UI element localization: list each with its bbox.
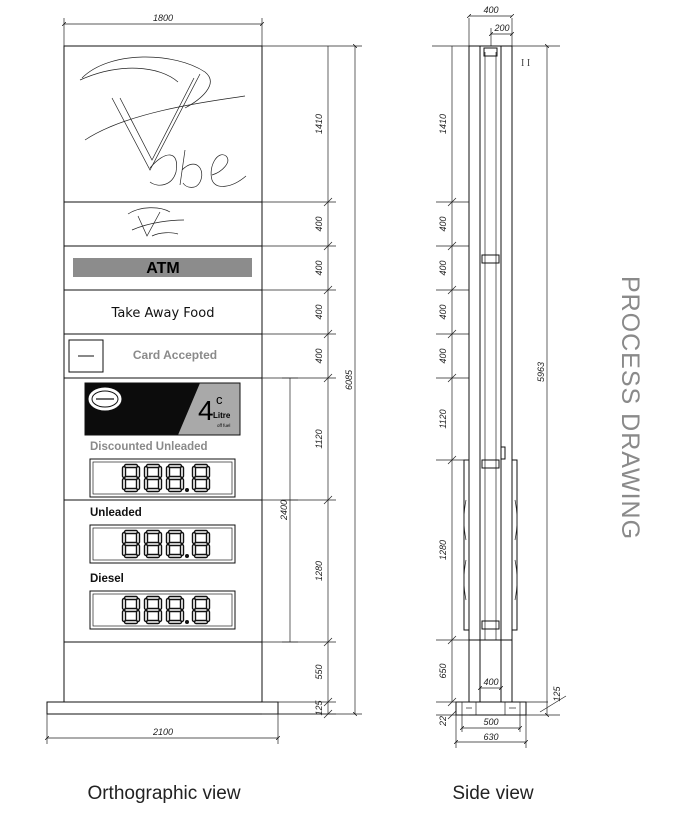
side-base-width-400: 400 — [483, 677, 499, 687]
side-height-label: 1120 — [438, 409, 448, 429]
side-height-label: 400 — [438, 216, 448, 232]
side-total-height-label: 5963 — [536, 361, 546, 383]
fuel-name-label: Diesel — [90, 573, 124, 585]
price-display-box — [90, 591, 235, 629]
front-height-dimensions — [262, 46, 362, 718]
side-base-width-500: 500 — [483, 717, 499, 727]
side-top-width-200: 200 — [494, 23, 510, 33]
front-height-label: 400 — [314, 216, 324, 232]
sign-base — [47, 702, 278, 714]
discount-big-number: 4 — [198, 395, 214, 426]
front-height-label: 1410 — [314, 113, 324, 135]
side-base-width-630: 630 — [483, 732, 499, 742]
side-base-plate — [456, 702, 526, 715]
price-display-digits — [123, 531, 210, 559]
takeaway-label: Take Away Food — [111, 306, 215, 321]
front-height-label: 400 — [314, 348, 324, 364]
front-view-caption: Orthographic view — [87, 783, 241, 804]
process-drawing-title: PROCESS DRAWING — [616, 275, 644, 541]
price-section-height-label: 2400 — [279, 499, 289, 521]
price-display-digits — [123, 465, 210, 493]
discount-litre: Litre — [213, 411, 231, 420]
front-height-label: 1280 — [314, 560, 324, 582]
front-height-label: 400 — [314, 304, 324, 320]
discount-unit: c — [216, 392, 223, 407]
fuel-price-rows — [90, 441, 235, 629]
side-height-label: 400 — [438, 348, 448, 364]
side-height-dimensions — [432, 46, 469, 727]
vibe-logo-icon — [80, 57, 246, 187]
front-height-label: 550 — [314, 664, 324, 680]
fuel-row — [90, 507, 235, 563]
total-height-label: 6085 — [344, 369, 354, 391]
side-height-label: 400 — [438, 304, 448, 320]
side-pole-structure — [464, 46, 517, 702]
fuel-row — [90, 573, 235, 629]
side-view-caption: Side view — [452, 783, 534, 804]
side-foot-right-label: 125 — [552, 686, 562, 702]
front-view — [47, 13, 362, 804]
svg-text:I I: I I — [521, 58, 531, 69]
front-top-width-label: 1800 — [152, 13, 174, 23]
front-base-width-label: 2100 — [152, 727, 174, 737]
discount-small-text: off fuel — [217, 423, 231, 428]
fuel-name-label: Unleaded — [90, 507, 142, 519]
side-height-label: 22 — [438, 715, 448, 727]
front-height-label: 400 — [314, 260, 324, 276]
side-height-label: 650 — [438, 663, 448, 679]
price-display-box — [90, 525, 235, 563]
fuel-name-label: Discounted Unleaded — [90, 441, 208, 453]
front-height-label: 125 — [314, 700, 324, 716]
side-top-dimensions — [469, 5, 530, 69]
small-vibe-logo-icon — [128, 208, 184, 236]
card-accepted-label: Card Accepted — [132, 348, 218, 362]
front-height-label: 1120 — [314, 429, 324, 449]
front-top-width-dimension — [64, 13, 262, 46]
side-view — [432, 5, 566, 804]
side-top-width-400: 400 — [483, 5, 499, 15]
front-base-width-dimension — [47, 714, 278, 744]
side-height-label: 1280 — [438, 539, 448, 561]
discount-panel — [85, 383, 240, 435]
atm-label: ATM — [146, 260, 180, 277]
side-total-height-dimension — [512, 46, 566, 715]
side-base-width-dimensions — [456, 677, 526, 748]
fuel-row — [90, 441, 235, 497]
side-height-label: 400 — [438, 260, 448, 276]
side-height-label: 1410 — [438, 113, 448, 135]
price-display-digits — [123, 597, 210, 625]
price-display-box — [90, 459, 235, 497]
